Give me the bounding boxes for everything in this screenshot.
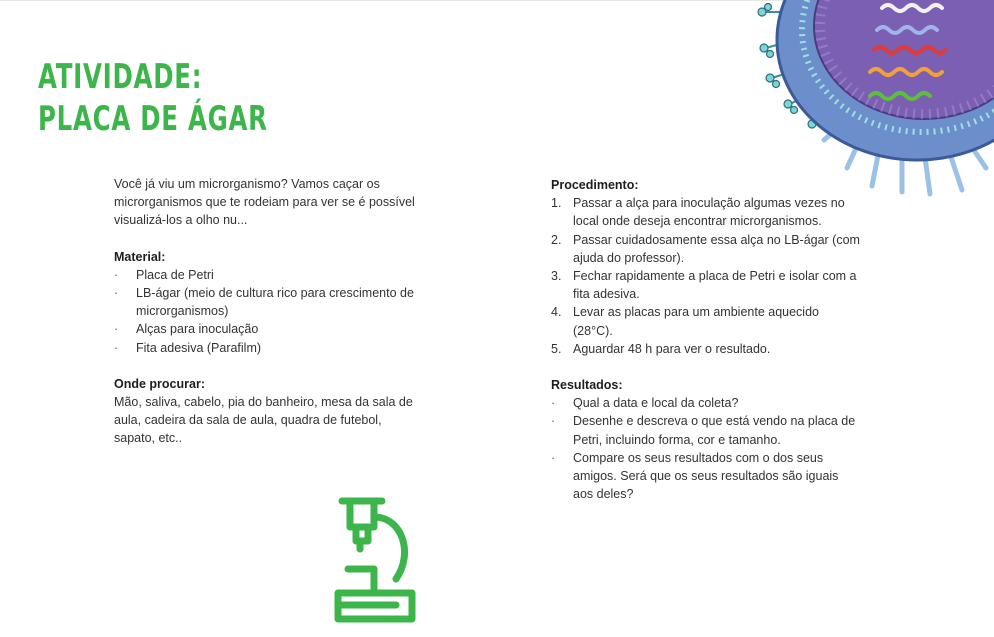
page-title bbox=[38, 56, 268, 140]
procedimento-list bbox=[551, 194, 861, 358]
material-heading: Material: bbox=[114, 249, 166, 264]
material-list bbox=[114, 266, 424, 357]
resultados-heading: Resultados: bbox=[551, 378, 623, 393]
step-text: Passar cuidadosamente essa alça no LB-ágar (com ajuda do professor). bbox=[573, 232, 860, 265]
list-item: · Compare os seus resultados com o dos seus amigos. Será que os seus resultados são iguais aos deles? bbox=[551, 449, 861, 504]
step-text: Levar as placas para um ambiente aquecido (28°C). bbox=[573, 305, 819, 338]
list-item bbox=[551, 267, 861, 303]
step-number: 2. bbox=[551, 232, 562, 247]
onde-procurar-text: Mão, saliva, cabelo, pia do banheiro, mesa da sala de aula, cadeira da sala de aula, quadra de futebol, sapato, etc.. bbox=[114, 395, 413, 446]
list-item: · Fita adesiva (Parafilm) bbox=[114, 339, 424, 357]
step-number: 1. bbox=[551, 196, 562, 211]
microscope-icon bbox=[334, 495, 416, 625]
right-column bbox=[551, 176, 861, 521]
list-item: · Desenhe e descreva o que está vendo na placa de Petri, incluindo forma, cor e tamanho. bbox=[551, 412, 861, 448]
virus-illustration bbox=[752, 0, 994, 200]
list-item bbox=[551, 340, 861, 358]
step-number: 5. bbox=[551, 341, 562, 356]
title-line-2: PLACA DE ÁGAR bbox=[38, 99, 268, 139]
left-column bbox=[114, 175, 424, 448]
step-text: Fechar rapidamente a placa de Petri e isolar com a fita adesiva. bbox=[573, 269, 857, 302]
step-number: 4. bbox=[551, 305, 562, 320]
list-item: · Qual a data e local da coleta? bbox=[551, 394, 861, 412]
list-item: · Alças para inoculação bbox=[114, 320, 424, 338]
step-text: Passar a alça para inoculação algumas vezes no local onde deseja encontrar microrganismos. bbox=[573, 196, 845, 229]
onde-procurar-heading: Onde procurar: bbox=[114, 376, 205, 391]
intro-text: Você já viu um microrganismo? Vamos caçar os microrganismos que te rodeiam para ver se é possível visualizá-los a olho nu... bbox=[114, 177, 415, 228]
step-text: Aguardar 48 h para ver o resultado. bbox=[573, 341, 771, 356]
list-item bbox=[551, 303, 861, 339]
title-line-1: ATIVIDADE: bbox=[38, 57, 203, 97]
list-item bbox=[551, 231, 861, 267]
list-item: · Placa de Petri bbox=[114, 266, 424, 284]
step-number: 3. bbox=[551, 269, 562, 284]
list-item bbox=[551, 194, 861, 230]
list-item: · LB-ágar (meio de cultura rico para crescimento de microrganismos) bbox=[114, 284, 424, 320]
procedimento-heading: Procedimento: bbox=[551, 178, 639, 192]
resultados-list bbox=[551, 394, 861, 503]
